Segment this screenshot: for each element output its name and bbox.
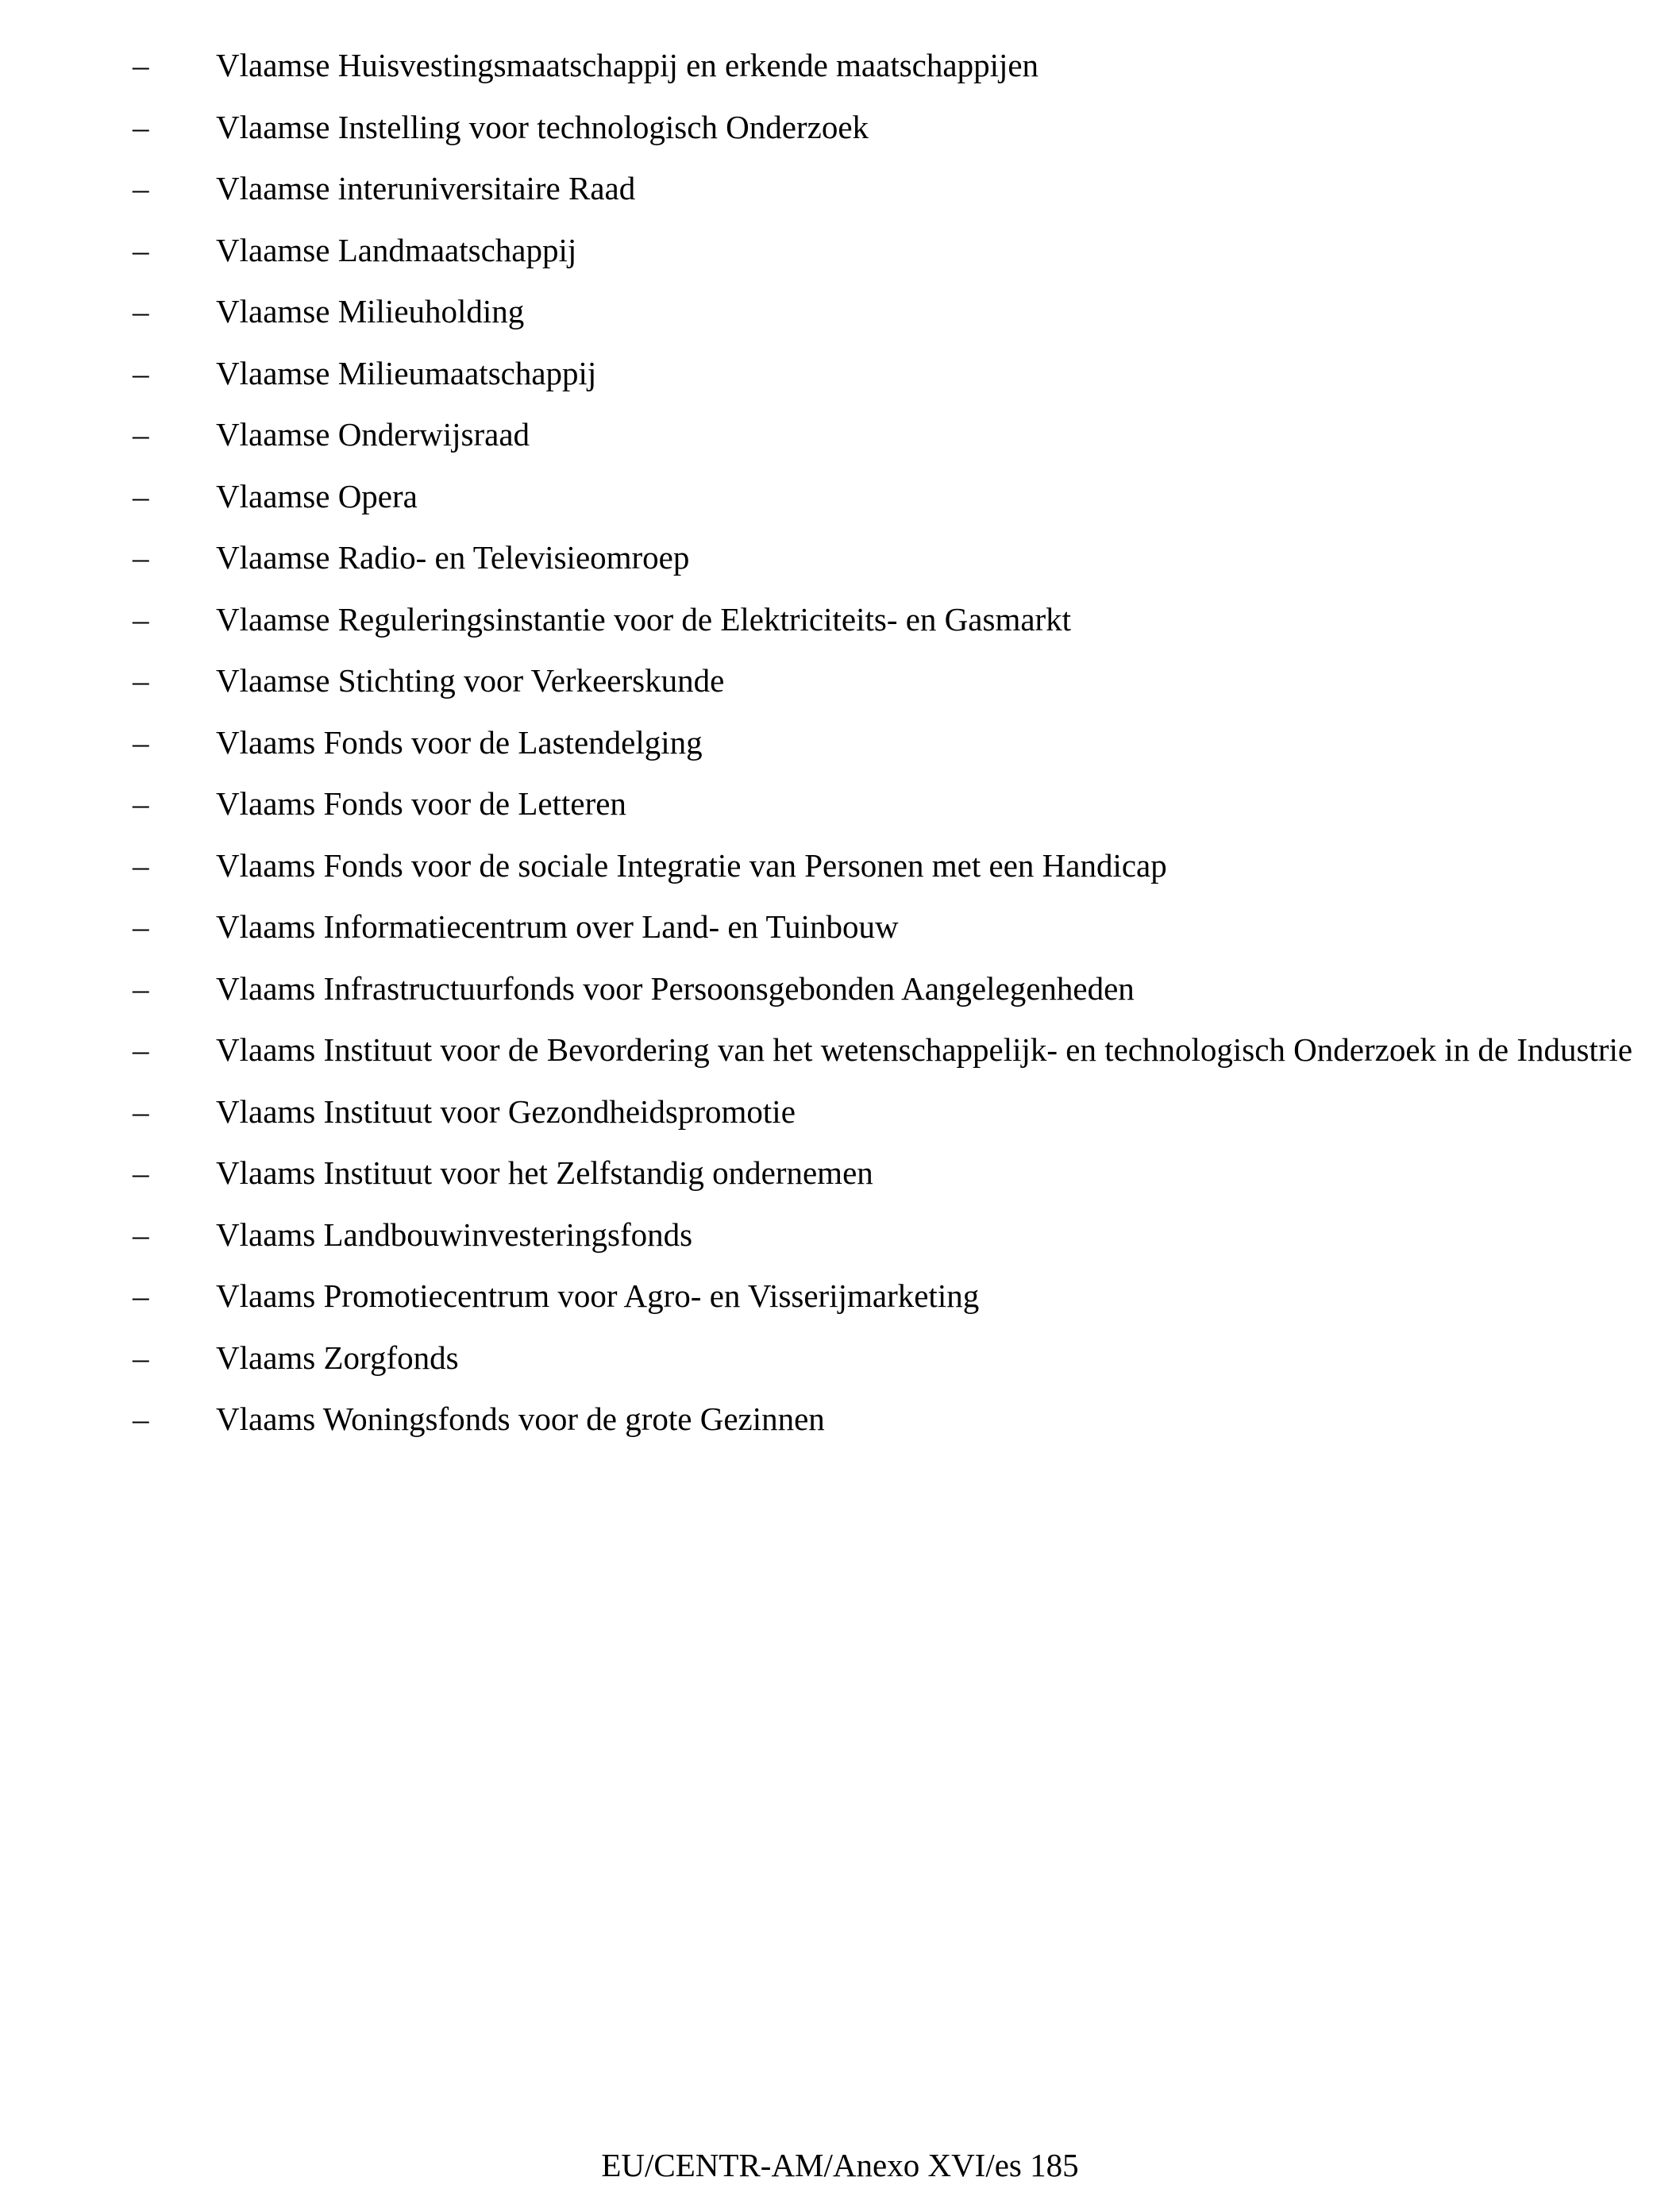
list-item-text: Vlaamse Radio- en Televisieomroep (216, 539, 690, 576)
list-item (0, 1204, 1680, 1266)
dash-bullet: – (133, 170, 149, 206)
list-item-text: Vlaams Informatiecentrum over Land- en Tuinbouw (216, 908, 899, 945)
dash-bullet: – (133, 1154, 149, 1191)
list-item (0, 1142, 1680, 1204)
list-item-text: Vlaams Instituut voor Gezondheidspromotie (216, 1092, 796, 1130)
dash-bullet: – (133, 785, 149, 822)
dash-bullet: – (133, 1401, 149, 1437)
list-item (0, 1266, 1680, 1327)
list-item (0, 835, 1680, 897)
list-item-text: Vlaamse Instelling voor technologisch Onderzoek (216, 108, 869, 145)
dash-bullet: – (133, 539, 149, 576)
dash-bullet: – (133, 846, 149, 884)
dash-bullet: – (133, 1031, 149, 1068)
dash-bullet: – (133, 600, 149, 638)
list-item (0, 35, 1680, 97)
list-item-text: Vlaamse Reguleringsinstantie voor de Elektriciteits- en Gasmarkt (216, 600, 1072, 638)
dash-bullet: – (133, 1339, 149, 1376)
list-item (0, 220, 1680, 282)
dash-bullet: – (133, 416, 149, 453)
dash-bullet: – (133, 477, 149, 514)
list-item-text: Vlaamse Landmaatschappij (216, 231, 577, 268)
list-item (0, 1327, 1680, 1389)
page-footer: EU/CENTR-AM/Anexo XVI/es 185 (601, 2147, 1079, 2183)
list-item-text: Vlaams Fonds voor de Letteren (216, 785, 626, 822)
dash-bullet: – (133, 354, 149, 391)
list-item-text: Vlaams Fonds voor de sociale Integratie van Personen met een Handicap (216, 846, 1167, 884)
dash-bullet: – (133, 1216, 149, 1253)
list-item (0, 343, 1680, 405)
list-item (0, 527, 1680, 589)
dash-bullet: – (133, 723, 149, 761)
list-item (0, 281, 1680, 343)
list-item (0, 1019, 1680, 1081)
list-item (0, 404, 1680, 466)
list-item-text: Vlaamse Onderwijsraad (216, 416, 530, 453)
list-item-text: Vlaamse Milieuholding (216, 293, 525, 329)
list-item (0, 712, 1680, 774)
list-item-text: Vlaamse Huisvestingsmaatschappij en erkende maatschappijen (216, 47, 1039, 83)
dash-bullet: – (133, 662, 149, 699)
list-item (0, 896, 1680, 958)
dash-bullet: – (133, 1277, 149, 1314)
list-item-text: Vlaamse Milieumaatschappij (216, 354, 597, 391)
list-item-text: Vlaams Fonds voor de Lastendelging (216, 723, 703, 761)
dash-bullet: – (133, 293, 149, 329)
list-item (0, 1389, 1680, 1451)
list-item-text: Vlaams Landbouwinvesteringsfonds (216, 1216, 693, 1253)
list-item (0, 466, 1680, 528)
list-item-text: Vlaams Instituut voor het Zelfstandig ondernemen (216, 1154, 873, 1191)
dash-bullet: – (133, 969, 149, 1007)
list-item-text: Vlaams Promotiecentrum voor Agro- en Visserijmarketing (216, 1277, 980, 1314)
list-item (0, 589, 1680, 651)
list-item (0, 1081, 1680, 1143)
dash-bullet: – (133, 47, 149, 83)
list-item-text: Vlaams Woningsfonds voor de grote Gezinnen (216, 1401, 825, 1437)
dash-bullet: – (133, 1092, 149, 1130)
dash-bullet: – (133, 108, 149, 145)
list-item-text: Vlaams Instituut voor de Bevordering van het wetenschappelijk- en technologisch Onderzoek in de Industrie (216, 1031, 1633, 1068)
list-item-text: Vlaams Infrastructuurfonds voor Persoonsgebonden Aangelegenheden (216, 969, 1135, 1007)
list-item (0, 773, 1680, 835)
list-item (0, 650, 1680, 712)
list-item-text: Vlaamse Opera (216, 477, 418, 514)
list-item (0, 97, 1680, 159)
list-item-text: Vlaams Zorgfonds (216, 1339, 459, 1376)
list-item-text: Vlaamse interuniversitaire Raad (216, 170, 636, 206)
list-item (0, 158, 1680, 220)
entity-list (0, 35, 1680, 1451)
dash-bullet: – (133, 231, 149, 268)
dash-bullet: – (133, 908, 149, 945)
list-item-text: Vlaamse Stichting voor Verkeerskunde (216, 662, 725, 699)
list-item (0, 958, 1680, 1020)
